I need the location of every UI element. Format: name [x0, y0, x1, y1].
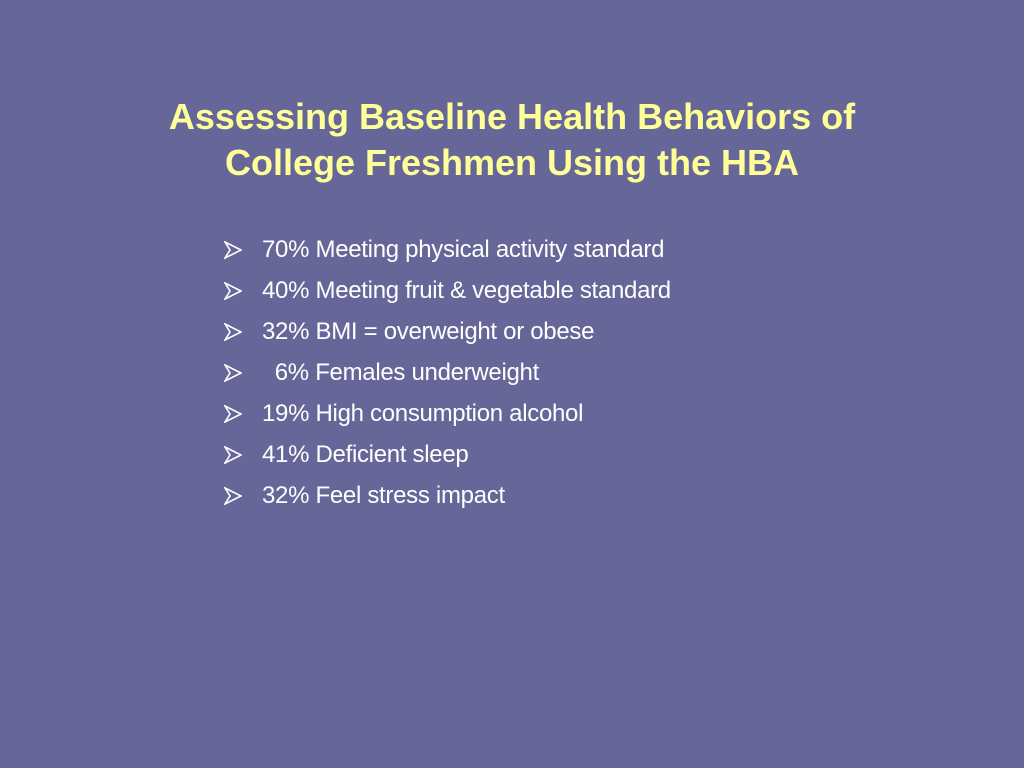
bullet-item	[224, 311, 671, 352]
bullet-text: 6% Females underweight	[262, 358, 539, 386]
bullet-list	[224, 229, 671, 516]
bullet-text: 32% BMI = overweight or obese	[262, 317, 595, 345]
bullet-item	[224, 434, 671, 475]
bullet-item	[224, 475, 671, 516]
bullet-item	[224, 352, 671, 393]
slide-title	[60, 94, 964, 186]
bullet-text: 19% High consumption alcohol	[262, 399, 584, 427]
bullet-text: 40% Meeting fruit & vegetable standard	[262, 276, 671, 304]
slide-title-line-1: Assessing Baseline Health Behaviors of	[168, 96, 856, 138]
bullet-item	[224, 393, 671, 434]
bullet-text: 41% Deficient sleep	[262, 440, 469, 468]
bullet-item	[224, 270, 671, 311]
bullet-item	[224, 229, 671, 270]
bullet-text: 70% Meeting physical activity standard	[262, 235, 665, 263]
arrowhead-bullet-icon	[224, 431, 262, 561]
bullet-text: 32% Feel stress impact	[262, 481, 505, 509]
slide-title-line-2: College Freshmen Using the HBA	[224, 142, 800, 184]
